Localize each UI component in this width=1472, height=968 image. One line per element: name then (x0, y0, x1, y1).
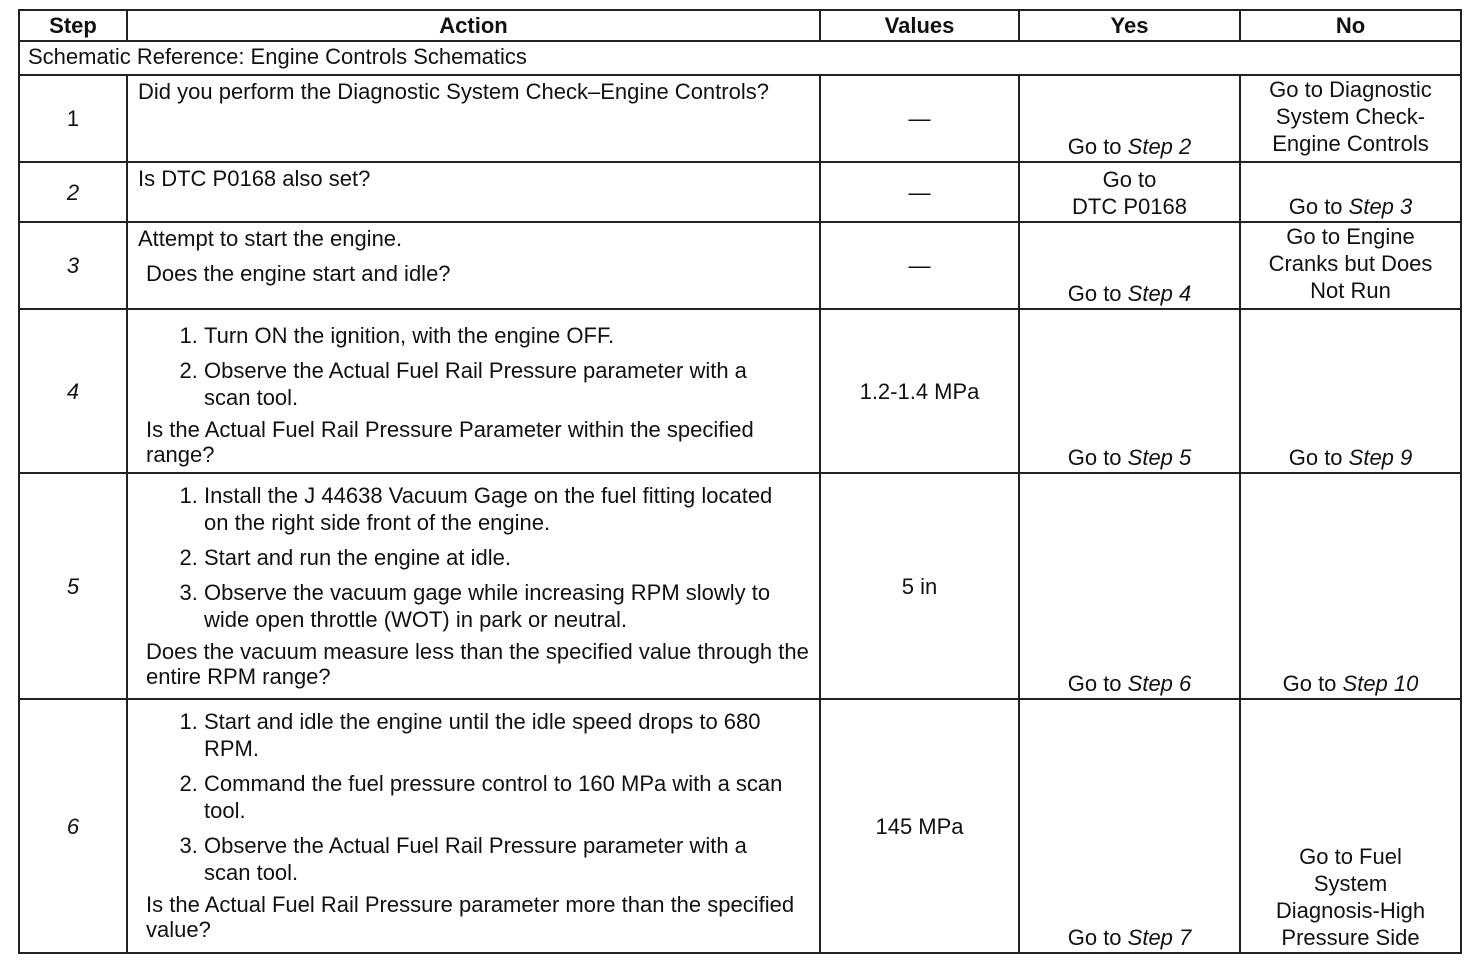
action-cell (127, 162, 820, 222)
no-line[interactable]: Cranks but Does (1268, 251, 1433, 276)
schematic-reference: Schematic Reference: Engine Controls Schematics (19, 41, 1461, 75)
question-text: Is the Actual Fuel Rail Pressure parameter more than the specified value? (146, 892, 795, 942)
action-cell (127, 473, 820, 699)
table-row (19, 222, 1461, 309)
no-line[interactable]: Engine Controls (1272, 131, 1429, 156)
no-line[interactable]: Pressure Side (1281, 925, 1420, 950)
no-cell (1240, 699, 1461, 953)
value-cell: — (820, 222, 1019, 309)
action-list (138, 482, 809, 633)
list-item: 2. Command the fuel pressure control to 160 MPa with a scan tool. (204, 770, 809, 824)
value-cell: 145 MPa (820, 699, 1019, 953)
value-cell: 1.2-1.4 MPa (820, 309, 1019, 473)
action-cell (127, 75, 820, 162)
step-number: 4 (19, 309, 127, 473)
value-cell: — (820, 75, 1019, 162)
header-no: No (1240, 10, 1461, 41)
yes-step-link[interactable]: Step 5 (1127, 445, 1192, 470)
no-line[interactable]: Not Run (1310, 278, 1391, 303)
yes-cell (1019, 222, 1240, 309)
yes-line[interactable]: DTC P0168 (1072, 194, 1187, 219)
question-text: Did you perform the Diagnostic System Check–Engine Controls? (138, 79, 769, 104)
yes-prefix: Go to (1067, 281, 1128, 306)
question-text: Is the Actual Fuel Rail Pressure Parameter within the specified range? (146, 417, 754, 467)
reference-row (19, 41, 1461, 75)
no-line[interactable]: Diagnosis-High (1275, 898, 1426, 923)
question-text: Does the engine start and idle? (146, 261, 451, 286)
no-cell (1240, 75, 1461, 162)
no-line[interactable]: System Check- (1275, 104, 1426, 129)
no-line[interactable]: Go to Fuel (1299, 844, 1402, 869)
table-row (19, 699, 1461, 953)
table-row (19, 473, 1461, 699)
list-item: 3. Observe the Actual Fuel Rail Pressure parameter with a scan tool. (204, 832, 809, 886)
yes-cell (1019, 162, 1240, 222)
yes-step-link[interactable]: Step 4 (1127, 281, 1192, 306)
list-item: 2. Observe the Actual Fuel Rail Pressure parameter with a scan tool. (204, 357, 809, 411)
no-step-link[interactable]: Step 3 (1348, 194, 1413, 219)
list-item: 3. Observe the vacuum gage while increasing RPM slowly to wide open throttle (WOT) in park or neutral. (204, 579, 809, 633)
no-cell (1240, 473, 1461, 699)
no-prefix: Go to (1282, 671, 1343, 696)
action-cell (127, 699, 820, 953)
yes-prefix: Go to (1067, 671, 1128, 696)
no-prefix: Go to (1288, 194, 1349, 219)
no-cell (1240, 162, 1461, 222)
action-list (138, 708, 809, 886)
list-item: 1. Turn ON the ignition, with the engine OFF. (204, 322, 809, 349)
question-text: Is DTC P0168 also set? (138, 166, 371, 191)
list-item: 2. Start and run the engine at idle. (204, 544, 809, 571)
header-row (19, 10, 1461, 41)
action-list (138, 322, 809, 411)
header-action: Action (127, 10, 820, 41)
yes-line[interactable]: Go to (1102, 167, 1157, 192)
no-line[interactable]: Go to Engine (1286, 224, 1415, 249)
no-cell (1240, 309, 1461, 473)
intro-text: Attempt to start the engine. (138, 226, 403, 251)
no-line[interactable]: System (1313, 871, 1388, 896)
question-text: Does the vacuum measure less than the specified value through the entire RPM range? (146, 639, 809, 689)
no-step-link[interactable]: Step 10 (1342, 671, 1419, 696)
header-values: Values (820, 10, 1019, 41)
value-cell: 5 in (820, 473, 1019, 699)
yes-step-link[interactable]: Step 2 (1127, 134, 1192, 159)
action-cell (127, 309, 820, 473)
header-yes: Yes (1019, 10, 1240, 41)
yes-step-link[interactable]: Step 7 (1127, 925, 1192, 950)
yes-prefix: Go to (1067, 445, 1128, 470)
yes-cell (1019, 699, 1240, 953)
yes-step-link[interactable]: Step 6 (1127, 671, 1192, 696)
list-item: 1. Start and idle the engine until the idle speed drops to 680 RPM. (204, 708, 809, 762)
table-row (19, 162, 1461, 222)
yes-prefix: Go to (1067, 925, 1128, 950)
yes-cell (1019, 473, 1240, 699)
table-row (19, 75, 1461, 162)
no-prefix: Go to (1288, 445, 1349, 470)
step-number: 3 (19, 222, 127, 309)
value-cell: — (820, 162, 1019, 222)
step-number: 5 (19, 473, 127, 699)
no-step-link[interactable]: Step 9 (1348, 445, 1413, 470)
step-number: 2 (19, 162, 127, 222)
step-number: 6 (19, 699, 127, 953)
no-line[interactable]: Go to Diagnostic (1269, 77, 1432, 102)
yes-cell (1019, 75, 1240, 162)
table-row (19, 309, 1461, 473)
no-cell (1240, 222, 1461, 309)
diagnostic-table (18, 9, 1462, 954)
header-step: Step (19, 10, 127, 41)
action-cell (127, 222, 820, 309)
yes-prefix: Go to (1067, 134, 1128, 159)
yes-cell (1019, 309, 1240, 473)
step-number: 1 (19, 75, 127, 162)
list-item: 1. Install the J 44638 Vacuum Gage on the fuel fitting located on the right side front of the engine. (204, 482, 809, 536)
